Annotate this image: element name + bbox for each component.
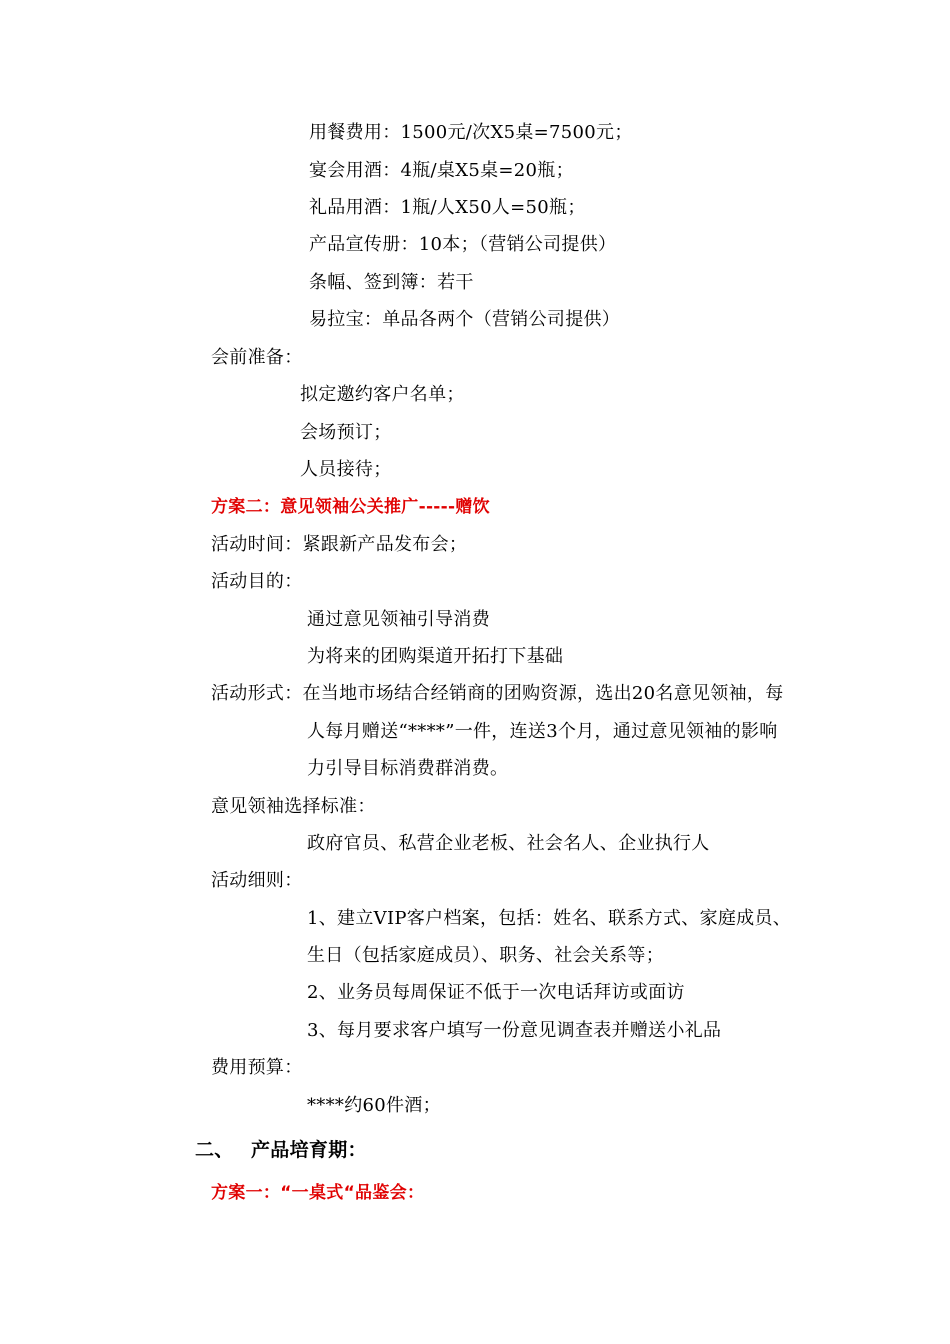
rule-line: 1、建立VIP客户档案，包括：姓名、联系方式、家庭成员、 — [307, 908, 792, 929]
activity-form-line: 人每月赠送“****”一件，连送3个月，通过意见领袖的影响 — [307, 721, 778, 742]
budget-label: 费用预算： — [211, 1057, 303, 1078]
cost-item: 条幅、签到簿：若干 — [309, 272, 474, 293]
budget-text: ****约60件酒； — [307, 1095, 441, 1116]
prep-item: 人员接待； — [300, 459, 392, 480]
rules-label: 活动细则： — [211, 870, 303, 891]
prep-item: 会场预订； — [300, 422, 392, 443]
activity-form-line: 活动形式：在当地市场结合经销商的团购资源，选出20名意见领袖，每 — [211, 683, 784, 704]
activity-time: 活动时间：紧跟新产品发布会； — [211, 534, 468, 555]
cost-item: 用餐费用：1500元/次X5桌=7500元； — [309, 122, 633, 143]
cost-item: 产品宣传册：10本；（营销公司提供） — [309, 234, 617, 255]
purpose-item: 通过意见领袖引导消费 — [307, 609, 490, 630]
plan2-title: 方案二：意见领袖公关推广-----赠饮 — [211, 497, 490, 517]
cost-item: 易拉宝：单品各两个（营销公司提供） — [309, 309, 621, 330]
purpose-item: 为将来的团购渠道开拓打下基础 — [307, 646, 564, 667]
rule-line: 生日（包括家庭成员）、职务、社会关系等； — [307, 945, 664, 966]
criteria-text: 政府官员、私营企业老板、社会名人、企业执行人 — [307, 833, 710, 854]
section-title: 产品培育期： — [251, 1139, 367, 1161]
cost-item: 宴会用酒：4瓶/桌X5桌=20瓶； — [309, 160, 574, 181]
rule-line: 3、每月要求客户填写一份意见调查表并赠送小礼品 — [307, 1020, 722, 1041]
prep-label: 会前准备： — [211, 347, 303, 368]
section-heading — [195, 1138, 367, 1162]
section-number: 二、 — [195, 1139, 234, 1161]
rule-line: 2、业务员每周保证不低于一次电话拜访或面访 — [307, 982, 685, 1003]
prep-item: 拟定邀约客户名单； — [300, 384, 465, 405]
purpose-label: 活动目的： — [211, 571, 303, 592]
criteria-label: 意见领袖选择标准： — [211, 796, 376, 817]
plan1-title: 方案一：“一桌式“品鉴会： — [211, 1183, 425, 1203]
cost-item: 礼品用酒：1瓶/人X50人=50瓶； — [309, 197, 586, 218]
activity-form-line: 力引导目标消费群消费。 — [307, 758, 509, 779]
